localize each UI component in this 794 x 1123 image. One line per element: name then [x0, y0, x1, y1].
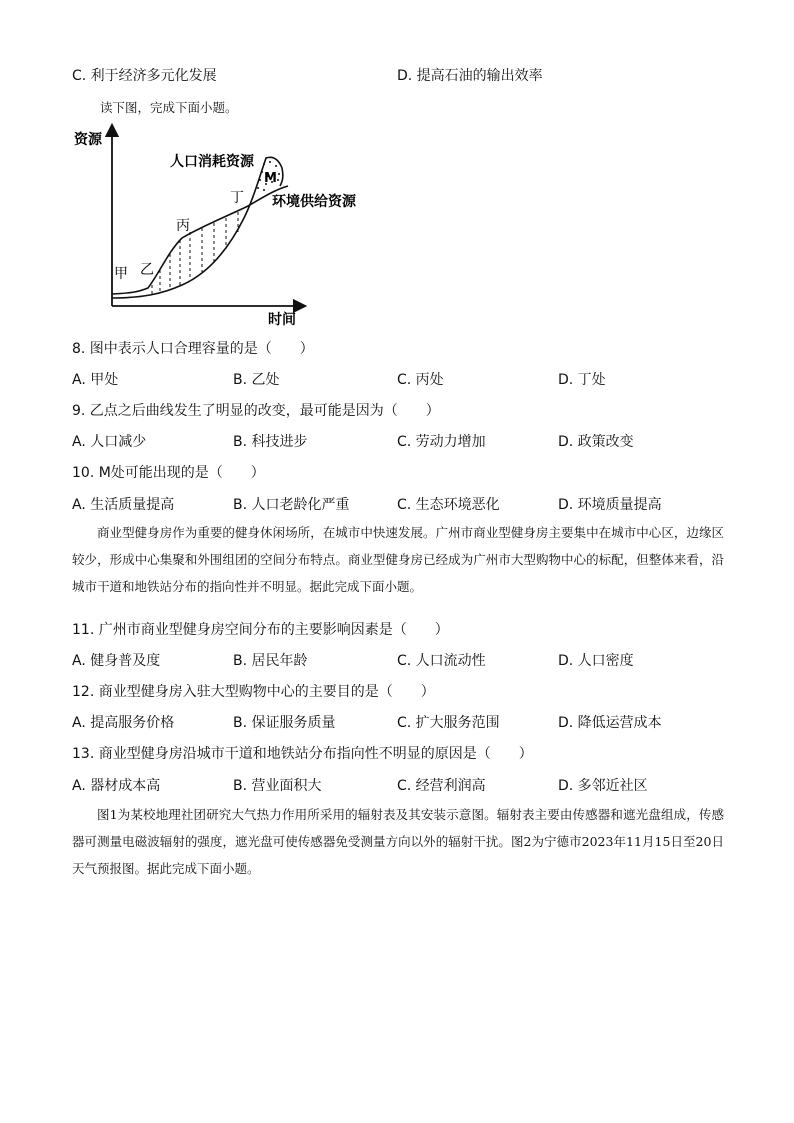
question-9-stem: 9. 乙点之后曲线发生了明显的改变，最可能是因为（ ）	[72, 403, 440, 419]
question-12-stem: 12. 商业型健身房入驻大型购物中心的主要目的是（ ）	[72, 684, 435, 700]
q13-option-d: D. 多邻近社区	[558, 778, 648, 794]
passage-radiation: 图1为某校地理社团研究大气热力作用所采用的辐射表及其安装示意图。辐射表主要由传感器和遮光盘组成，传感器可测量电磁波辐射的强度，遮光盘可使传感器免受测量方向以外的辐射干扰。图2为宁德市2023年11月15日至20日天气预报图。据此完成下面小题。	[72, 807, 724, 876]
question-13-stem: 13. 商业型健身房沿城市干道和地铁站分布指向性不明显的原因是（ ）	[72, 746, 533, 762]
point-yi-label: 乙	[140, 262, 154, 278]
point-jia-label: 甲	[114, 266, 128, 282]
supply-label: 环境供给资源	[272, 194, 356, 210]
intro-text: 读下图，完成下面小题。	[100, 100, 238, 115]
hatch-lines	[152, 212, 238, 294]
x-axis-label: 时间	[268, 312, 296, 328]
question-11-stem: 11. 广州市商业型健身房空间分布的主要影响因素是（ ）	[72, 622, 449, 638]
q10-option-d: D. 环境质量提高	[558, 497, 662, 513]
consumption-label: 人口消耗资源	[170, 154, 254, 170]
supply-curve	[112, 186, 288, 294]
question-10-stem: 10. M处可能出现的是（ ）	[72, 465, 265, 481]
q9-option-c: C. 劳动力增加	[397, 434, 486, 450]
point-m-label: M	[264, 171, 277, 186]
q12-option-a: A. 提高服务价格	[72, 715, 175, 731]
q11-option-d: D. 人口密度	[558, 653, 634, 669]
q9-option-b: B. 科技进步	[233, 434, 308, 450]
q12-option-d: D. 降低运营成本	[558, 715, 662, 731]
q8-option-d: D. 丁处	[558, 372, 606, 388]
q9-option-d: D. 政策改变	[558, 434, 634, 450]
q9-option-a: A. 人口减少	[72, 434, 147, 450]
q12-option-b: B. 保证服务质量	[233, 715, 336, 731]
point-ding-label: 丁	[230, 190, 244, 206]
option-d-prev: D. 提高石油的输出效率	[397, 68, 543, 84]
q12-option-c: C. 扩大服务范围	[397, 715, 500, 731]
q10-option-c: C. 生态环境恶化	[397, 497, 500, 513]
q13-option-a: A. 器材成本高	[72, 778, 161, 794]
q11-option-c: C. 人口流动性	[397, 653, 486, 669]
question-8-stem: 8. 图中表示人口合理容量的是（ ）	[72, 341, 314, 357]
q11-option-a: A. 健身普及度	[72, 653, 161, 669]
q13-option-c: C. 经营利润高	[397, 778, 486, 794]
option-c-prev: C. 利于经济多元化发展	[72, 68, 217, 84]
q10-option-b: B. 人口老龄化严重	[233, 497, 350, 513]
consumption-curve	[112, 157, 283, 298]
q13-option-b: B. 营业面积大	[233, 778, 322, 794]
q8-option-c: C. 丙处	[397, 372, 444, 388]
q8-option-b: B. 乙处	[233, 372, 280, 388]
q10-option-a: A. 生活质量提高	[72, 497, 175, 513]
q11-option-b: B. 居民年龄	[233, 653, 308, 669]
resource-figure	[72, 122, 372, 332]
point-bing-label: 丙	[176, 218, 190, 234]
y-axis-label: 资源	[74, 132, 102, 148]
passage-gym: 商业型健身房作为重要的健身休闲场所，在城市中快速发展。广州市商业型健身房主要集中在城市中心区，边缘区较少，形成中心集聚和外围组团的空间分布特点。商业型健身房已经成为广州市大型购物中心的标配，但整体来看，沿城市干道和地铁站分布的指向性并不明显。据此完成下面小题。	[72, 525, 724, 594]
q8-option-a: A. 甲处	[72, 372, 119, 388]
